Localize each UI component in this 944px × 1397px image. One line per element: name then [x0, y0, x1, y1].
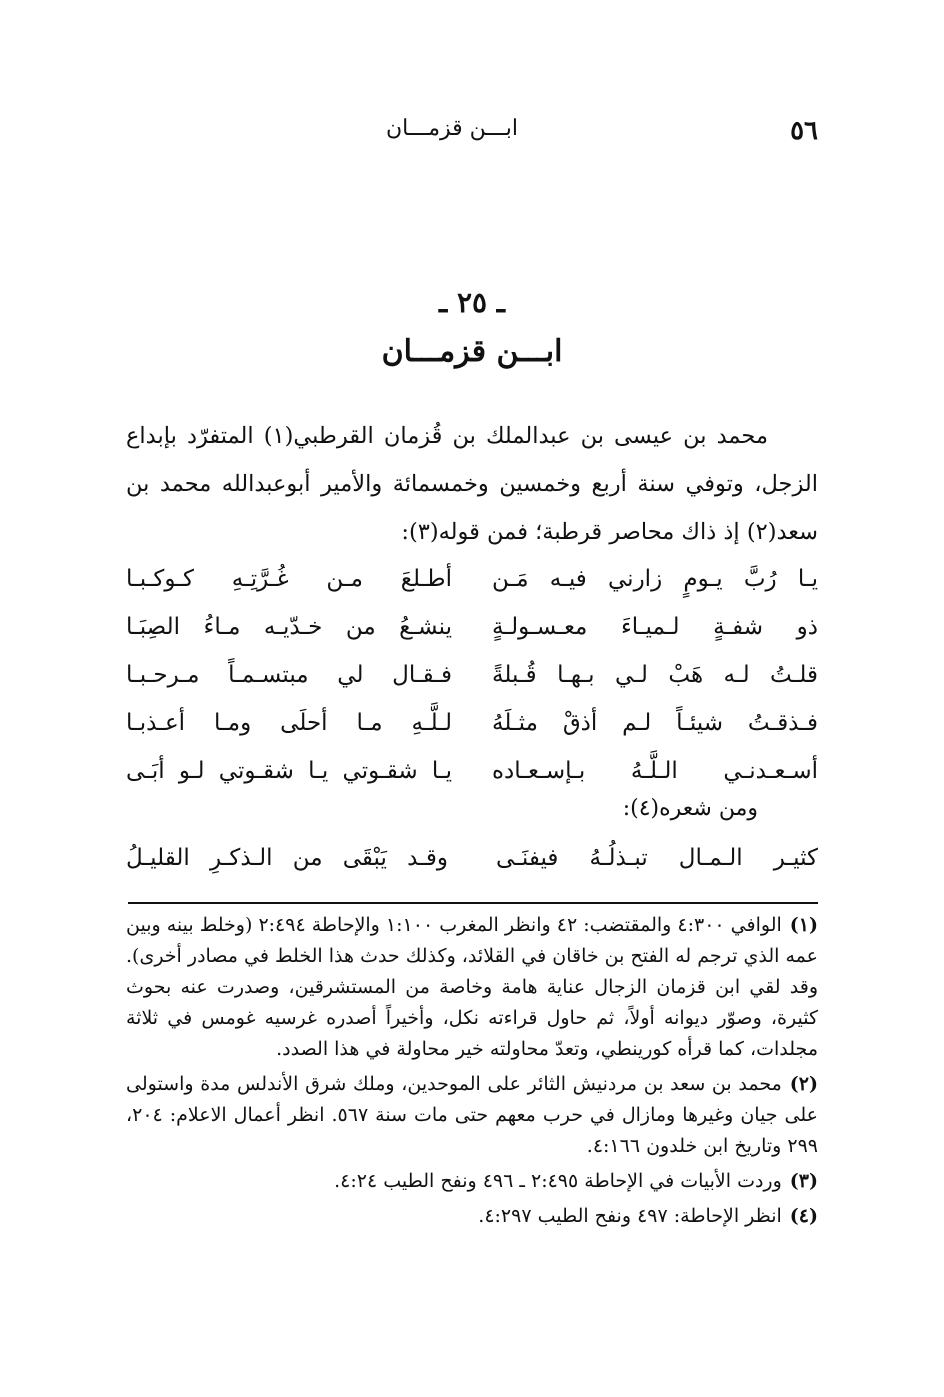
footnote-text: محمد بن سعد بن مردنيش الثائر على الموحدين، وملك شرق الأندلس مدة واستولى على جيان وغيرها ومازال في حرب معهم حتى مات سنة ٥٦٧. انظر أعمال الاعلام: ٢٠٤، ٢٩٩ وتاريخ ابن خلدون ٤:١٦٦.	[126, 1073, 819, 1157]
verse-first-hemistich: فـذقـتُ شيئـاً لـم أذقْ مثـلَهُ	[492, 710, 818, 736]
second-poem-intro: ومن شعره(٤):	[622, 796, 758, 821]
verse-line	[126, 747, 818, 795]
page-number: ٥٦	[790, 116, 818, 146]
footnote-mark: (٤)	[789, 1205, 818, 1227]
verse-second-hemistich: أطـلعَ مـن غُـرَّتِـهِ كـوكـبـا	[126, 566, 452, 592]
verse-line	[126, 651, 818, 699]
verse-first-hemistich: أسـعـدنـي الـلَّـهُ بـإسـعـاده	[492, 758, 818, 784]
entry-number: ـ ٢٥ ـ	[439, 286, 505, 319]
verse-first-hemistich: ذو شفـةٍ لـميـاءَ معـسـولـةٍ	[492, 614, 818, 640]
verse-first-hemistich: قلـتُ لـه هَبْ لـي بـهـا قُـبلةً	[492, 662, 818, 688]
verse-first-hemistich: يـا رُبَّ يـومٍ زارني فيـه مَـن	[492, 566, 818, 592]
verse-second-hemistich: وقـد يَبْقَى من الـذكـرِ القليـلُ	[126, 845, 448, 871]
footnote-mark: (١)	[789, 914, 818, 936]
verse-second-hemistich: ينشـعُ من خـدّيـه مـاءُ الصِبَـا	[126, 614, 452, 640]
footnote	[126, 910, 818, 1065]
verse-line	[126, 834, 818, 882]
running-title: ابـــن قزمـــان	[386, 116, 518, 141]
biography-paragraph	[126, 412, 818, 556]
footnote-mark: (٢)	[789, 1073, 818, 1095]
footnote-text: الوافي ٤:٣٠٠ والمقتضب: ٤٢ وانظر المغرب ١:١٠٠ والإحاطة ٢:٤٩٤ (وخلط بينه وبين عمه الذي ترجم له الفتح بن خاقان في القلائد، وكذلك حدث هذا الخلط في مصادر أخرى). وقد لقي ابن قزمان الزجال عناية هامة وخاصة من المستشرقين، وصدرت عنه بحوث كثيرة، وصوّر ديوانه أولاً، ثم حاول قراءته نكل، وأخيراً أصدره غرسيه غومس في ثلاثة مجلدات، كما قرأه كورينطي، وتعدّ محاولته خير محاولة في هذا الصدد.	[126, 914, 818, 1060]
footnote-divider	[128, 902, 818, 904]
footnote	[126, 1201, 818, 1232]
poem	[126, 555, 818, 795]
footnotes	[126, 910, 818, 1232]
footnote-text: وردت الأبيات في الإحاطة ٢:٤٩٥ ـ ٤٩٦ ونفح الطيب ٤:٢٤.	[334, 1170, 782, 1192]
biography-text: محمد بن عيسى بن عبدالملك بن قُزمان القرطبي(١) المتفرّد بإبداع الزجل، وتوفي سنة أربع وخمسين وخمسمائة والأمير أبوعبدالله محمد بن سعد(٢) إذ ذاك محاصر قرطبة؛ فمن قوله(٣):	[126, 423, 818, 545]
verse-line	[126, 555, 818, 603]
verse-second-hemistich: لـلَّـهِ مـا أحلَى ومـا أعـذبـا	[126, 710, 452, 736]
verse-first-hemistich: كثيـر الـمـال تبـذلُـهُ فيفنَـى	[496, 845, 818, 871]
footnote-text: انظر الإحاطة: ٤٩٧ ونفح الطيب ٤:٢٩٧.	[478, 1205, 782, 1227]
verse-second-hemistich: فـقـال لي مبتسـمـاً مـرحـبـا	[126, 662, 452, 688]
footnote	[126, 1166, 818, 1197]
verse-line	[126, 603, 818, 651]
footnote	[126, 1069, 818, 1162]
verse-line	[126, 699, 818, 747]
verse-second-hemistich: يـا شقـوتي يـا شقـوتي لـو أبَـى	[126, 758, 452, 784]
entry-title: ابـــن قزمـــان	[381, 334, 563, 369]
footnote-mark: (٣)	[789, 1170, 818, 1192]
